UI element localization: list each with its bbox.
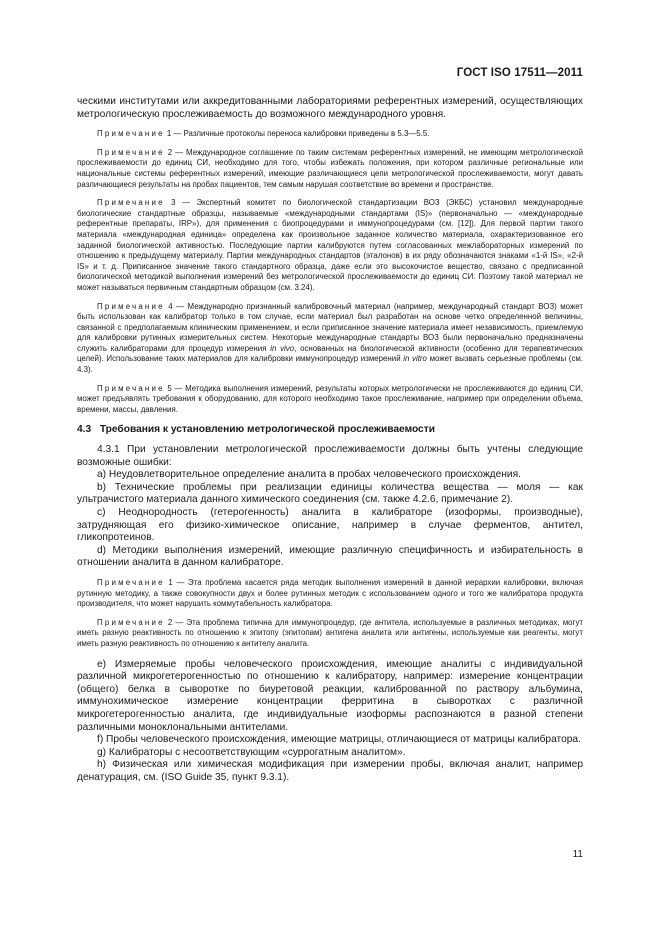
note-a1 (77, 129, 583, 140)
list-item-g: g) Калибраторы с несоответствующим «суррогатным аналитом». (97, 746, 406, 758)
note-a3 (77, 198, 583, 293)
list-item-b: b) Технические проблемы при реализации единицы количества вещества — моля — как ультрачистого материала данного химического соединения (см. также 4.2.6, примечание 2). (77, 481, 583, 506)
list-item-f: f) Пробы человеческого происхождения, имеющие матрицы, отличающиеся от матрицы калибратора. (97, 734, 581, 746)
note-a5 (77, 384, 583, 416)
note-number: 5 (167, 383, 172, 393)
list-item-e: e) Измеряемые пробы человеческого происхождения, имеющие аналиты с индивидуальной различной микрогетерогенностью по отношению к калибратору, например: измерение концентрации (общего) белка в сыворотке по биуретовой реакции, калиброванной по раствору альбумина, иммунохимическое измерение концентрации ферритина в сыворотках с различной микрогетерогенностью аналита, где индивидуальные изоформы распознаются в разной степени различными моноклональными антителами. (77, 658, 583, 733)
note-b2 (77, 618, 583, 650)
note-italic-term: in vitro (403, 354, 427, 364)
note-label: Примечание (97, 129, 165, 139)
standard-header: ГОСТ ISO 17511—2011 (456, 67, 583, 79)
note-number: 4 (168, 301, 173, 311)
list-item-c: c) Неоднородность (гетерогенность) аналита в калибраторе (изоформы, производные), затрудняющая его физико-химическое описание, например в случае ферментов, антител, гликопротеинов. (77, 507, 583, 544)
note-number: 1 (168, 577, 173, 587)
list-item-a: a) Неудовлетворительное определение аналита в пробах человеческого происхождения. (97, 469, 521, 481)
list-item-d: d) Методики выполнения измерений, имеющие различную специфичность и избирательность в отношении аналита в данном калибраторе. (77, 544, 583, 569)
note-label: Примечание (97, 301, 165, 311)
note-number: 2 (167, 147, 173, 157)
section-title: Требования к установлению метрологической прослеживаемости (99, 424, 435, 436)
note-italic-term: in vivo (270, 343, 295, 353)
page-number: 11 (572, 849, 583, 860)
clause-4-3-1: 4.3.1 При установлении метрологической прослеживаемости должны быть учтены следующие возможные ошибки: (77, 444, 583, 468)
note-number: 3 (171, 198, 176, 208)
section-number: 4.3 (77, 424, 92, 436)
note-text: — Международно признанный калибровочный материал (например, международный стандарт ВОЗ) может быть использован как калибратор только в том случае, если материал был разработан на основе четко определенной величины, связанной с предполагаемым клиническим применением, и если приписанное значение материала имеет независимость, приемлемую для калибровки рутинных измерительных систем. Некоторые международные стандарты ВОЗ были первоначально предназначены служить калибраторами для процедур измерения (77, 301, 583, 353)
note-b1 (77, 578, 583, 610)
note-label: Примечание (97, 147, 165, 157)
note-text: — Международное соглашение по таким системам референтных измерений, не имеющим метрологической прослеживаемости до единиц СИ, необходимо для того, чтобы избежать положения, при котором различные региональные или национальные системы референтных измерений, имеющие различающиеся цепи метрологической прослеживаемости, могут давать различающиеся результаты на пробах пациентов, тем самым нарушая соответствие во времени и пространстве. (77, 147, 583, 189)
note-text: — Экспертный комитет по биологической стандартизации ВОЗ (ЭКБС) установил международные биологические стандартные образцы, называемые «международными стандартами (IS)» (первоначально — «международные референтные препараты, IRP»), для применения с биопроцедурами и иммунопроцедурами (см. [12]). Для первой партии такого материала «международная единица» определена как произвольное заданное количество материала, охарактеризованное его заданной биологической активностью. Последующие партии калибруются путем согласованных межлабораторных измерений по отношению к предыдущему материалу. Партии международных стандартов (эталонов) в их ряду обозначаются знаками «1-й IS», «2-й IS» и т. д. Приписанное значение такого стандартного образца, даже если это высокочистое вещество, связано с предписанной биологической методикой выполнения измерений без метрологической прослеживаемости до единиц СИ. Поэтому такой материал не может называться первичным стандартным образцом (см. 3.24). (77, 198, 583, 292)
note-text: — Эта проблема типична для иммунопроцедур, где антитела, используемые в различных методиках, могут иметь разную реактивность по отношению к эпитопу (эпитопам) антигена аналита или антигены, используемые как реагенты, могут иметь разную реактивность по отношению к антителу аналита. (77, 617, 583, 648)
note-text: — Различные протоколы переноса калибровки приведены в 5.3—5.5. (173, 129, 430, 139)
intro-paragraph: ческими институтами или аккредитованными лабораториями референтных измерений, осуществляющих метрологическую прослеживаемость до возможного международного уровня. (77, 96, 583, 120)
note-number: 2 (167, 617, 173, 627)
list-item-h: h) Физическая или химическая модификация при измерении пробы, включая аналит, например денатурация, см. (ISO Guide 35, пункт 9.3.1). (77, 759, 583, 783)
note-label: Примечание (97, 577, 165, 587)
section-heading (77, 424, 583, 437)
note-number: 1 (166, 129, 172, 139)
note-label: Примечание (97, 383, 165, 393)
page-content (77, 96, 583, 784)
note-text: может вызвать серьезные проблемы (см. 4.3). (77, 354, 584, 375)
note-label: Примечание (97, 617, 165, 627)
note-text: — Методика выполнения измерений, результаты которых метрологически не прослеживаются до единиц СИ, может предъявлять требования к оборудованию, для которого необходимо такое прослеживание, например при определении объема, времени, массы, давления. (77, 383, 583, 414)
note-text: — Эта проблема касается ряда методик выполнения измерений в данной иерархии калибровки, включая рутинную методику, а также совокупности двух и более рутинных методик с использованием одного и того же калибратора продукта производителя, что может нарушить коммутабельность калибратора. (77, 577, 583, 609)
note-text: , основанных на биологической активности (особенно для терапевтических целей). Использование таких материалов для калибровки иммунопроцедур измерений (77, 343, 583, 364)
note-a4 (77, 302, 583, 376)
note-a2 (77, 148, 583, 190)
note-label: Примечание (97, 198, 165, 208)
